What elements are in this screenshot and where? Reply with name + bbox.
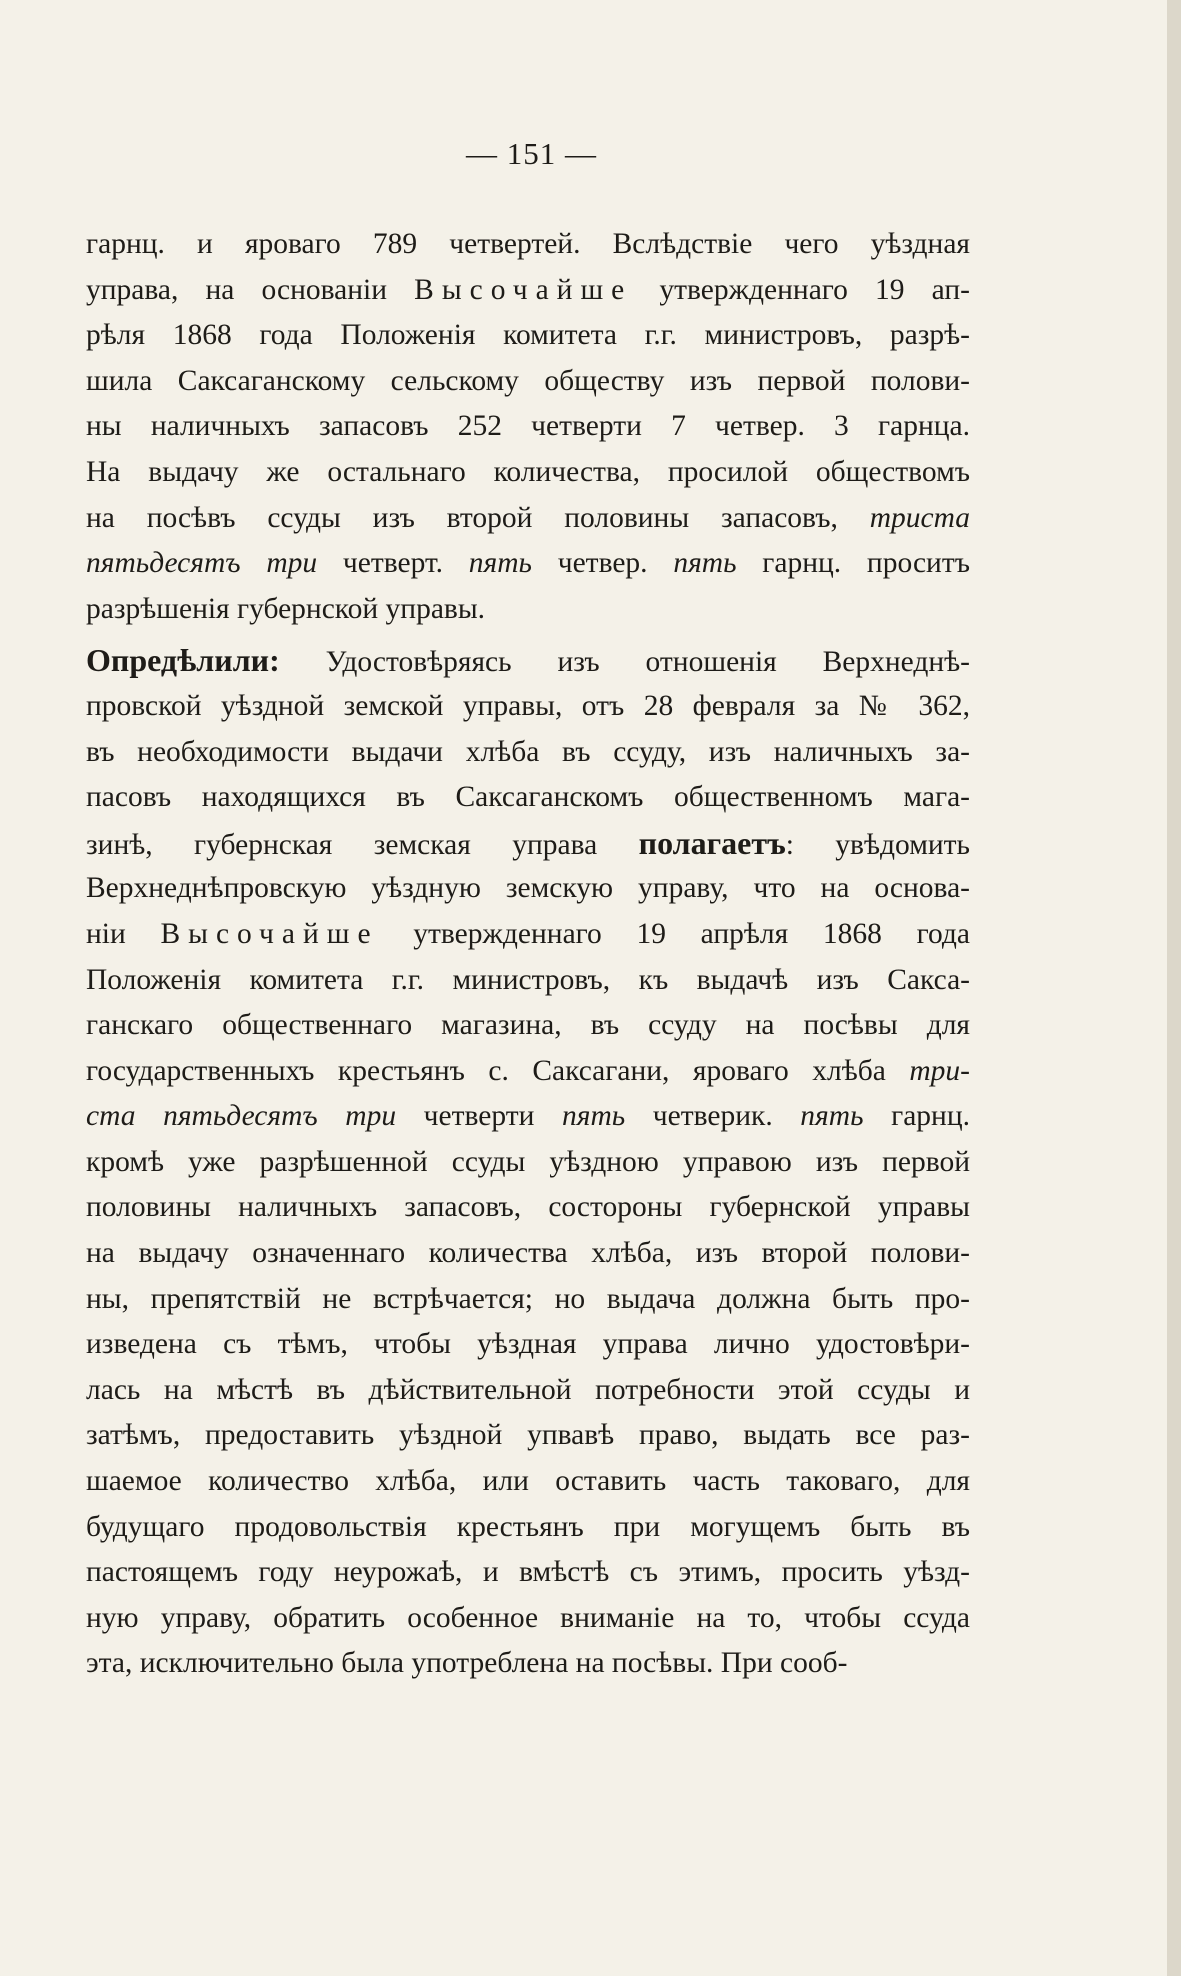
text-line bbox=[86, 496, 970, 542]
text-run: разрѣшенія губернской управы. bbox=[86, 592, 486, 625]
text-run: будущаго продовольствія крестьянъ при могущемъ быть въ bbox=[86, 1510, 970, 1543]
text-line bbox=[86, 404, 970, 450]
text-run: шила Саксаганскому сельскому обществу изъ первой полови- bbox=[86, 364, 970, 397]
text-run: гарнц. и яроваго 789 четвертей. Вслѣдствіе чего уѣздная bbox=[86, 228, 970, 260]
text-run: рѣля 1868 года Положенія комитета г.г. министровъ, разрѣ- bbox=[86, 319, 970, 352]
text-run: пастоящемъ году неурожаѣ, и вмѣстѣ съ этимъ, просить уѣзд- bbox=[86, 1556, 970, 1589]
text-line bbox=[86, 1185, 970, 1231]
text-line bbox=[86, 1368, 970, 1414]
text-run: : увѣдомить bbox=[785, 828, 970, 861]
text-line bbox=[86, 1550, 970, 1596]
text-run: Удостовѣряясь изъ отношенія Верхнеднѣ- bbox=[279, 646, 970, 679]
text-line bbox=[86, 958, 970, 1004]
italic-text: пять bbox=[673, 547, 737, 580]
text-line bbox=[86, 1277, 970, 1323]
body-text bbox=[86, 222, 970, 1687]
text-run: четверт. bbox=[317, 547, 469, 580]
text-run: гарнц. проситъ bbox=[736, 547, 970, 580]
text-line bbox=[86, 638, 970, 684]
text-line bbox=[86, 359, 970, 405]
text-run: ны, препятствій не встрѣчается; но выдача должна быть про- bbox=[86, 1282, 970, 1315]
page-edge bbox=[1167, 0, 1181, 1976]
text-run: на выдачу означеннаго количества хлѣба, изъ второй полови- bbox=[86, 1237, 970, 1270]
text-line bbox=[86, 1322, 970, 1368]
text-run: государственныхъ крестьянъ с. Саксагани, яроваго хлѣба bbox=[86, 1054, 910, 1087]
text-run: лась на мѣстѣ въ дѣйствительной потребности этой ссуды и bbox=[86, 1373, 970, 1406]
text-run: ганскаго общественнаго магазина, въ ссуду на посѣвы для bbox=[86, 1009, 970, 1042]
spaced-text: Высочайше bbox=[414, 273, 633, 306]
text-line bbox=[86, 222, 970, 268]
text-line bbox=[86, 1459, 970, 1505]
text-run: гарнц. bbox=[863, 1100, 970, 1133]
text-run: На выдачу же остальнаго количества, просилой обществомъ bbox=[86, 455, 970, 488]
text-line bbox=[86, 1094, 970, 1140]
text-line bbox=[86, 268, 970, 314]
text-run: Положенія комитета г.г. министровъ, къ выдачѣ изъ Сакса- bbox=[86, 963, 970, 996]
text-run: ную управу, обратить особенное вниманіе на то, чтобы ссуда bbox=[86, 1601, 970, 1634]
text-run: шаемое количество хлѣба, или оставить часть таковаго, для bbox=[86, 1465, 970, 1498]
text-line bbox=[86, 541, 970, 587]
text-run: затѣмъ, предоставить уѣздной упвавѣ право, выдать все раз- bbox=[86, 1419, 970, 1452]
text-run: утвержденнаго 19 ап- bbox=[632, 273, 970, 306]
text-run: четверти bbox=[396, 1100, 562, 1133]
text-line bbox=[86, 775, 970, 821]
text-run: Верхнеднѣпровскую уѣздную земскую управу, что на основа- bbox=[86, 872, 970, 905]
text-run: утвержденнаго 19 апрѣля 1868 года bbox=[378, 917, 970, 950]
italic-text: триста bbox=[869, 501, 970, 534]
page-number: — 151 — bbox=[466, 136, 597, 171]
text-run: кромѣ уже разрѣшенной ссуды уѣздною управою изъ первой bbox=[86, 1145, 970, 1178]
text-run: пасовъ находящихся въ Саксаганскомъ общественномъ мага- bbox=[86, 781, 970, 814]
text-run: на посѣвъ ссуды изъ второй половины запасовъ, bbox=[86, 501, 870, 534]
italic-text: пять bbox=[561, 1100, 626, 1133]
text-line bbox=[86, 684, 970, 730]
text-line bbox=[86, 450, 970, 496]
text-line bbox=[86, 730, 970, 776]
text-run: изведена съ тѣмъ, чтобы уѣздная управа лично удостовѣри- bbox=[86, 1328, 970, 1361]
text-line bbox=[86, 1596, 970, 1642]
text-run: половины наличныхъ запасовъ, состороны губернской управы bbox=[86, 1191, 970, 1224]
text-line bbox=[86, 1231, 970, 1277]
text-run: въ необходимости выдачи хлѣба въ ссуду, изъ наличныхъ за- bbox=[86, 735, 970, 768]
italic-text: пять bbox=[800, 1100, 864, 1133]
italic-text: три- bbox=[909, 1054, 970, 1087]
text-line bbox=[86, 1140, 970, 1186]
text-run: управа, на основаніи bbox=[86, 273, 415, 306]
text-run: четвер. bbox=[531, 547, 674, 580]
text-run: эта, исключительно была употреблена на посѣвы. При сооб- bbox=[86, 1647, 848, 1680]
text-run: ніи bbox=[86, 917, 161, 950]
text-run: ны наличныхъ запасовъ 252 четверти 7 четвер. 3 гарнца. bbox=[86, 410, 970, 443]
text-line bbox=[86, 1049, 970, 1095]
bold-term: Опредѣлили: bbox=[86, 642, 280, 679]
italic-text: пятьдесятъ три bbox=[86, 547, 318, 580]
text-line bbox=[86, 1413, 970, 1459]
italic-text: пять bbox=[468, 547, 532, 580]
text-line bbox=[86, 1505, 970, 1551]
text-line bbox=[86, 821, 970, 867]
text-run: зинѣ, губернская земская управа bbox=[86, 828, 639, 861]
text-line bbox=[86, 866, 970, 912]
bold-term: полагаетъ bbox=[638, 824, 786, 861]
text-line bbox=[86, 1003, 970, 1049]
text-line bbox=[86, 587, 970, 633]
text-run: провской уѣздной земской управы, отъ 28 февраля за № 362, bbox=[86, 689, 970, 722]
italic-text: ста пятьдесятъ три bbox=[86, 1100, 397, 1133]
text-line bbox=[86, 1641, 970, 1687]
spaced-text: Высочайше bbox=[160, 917, 379, 950]
text-line bbox=[86, 912, 970, 958]
text-run: четверик. bbox=[625, 1100, 801, 1133]
text-line bbox=[86, 313, 970, 359]
